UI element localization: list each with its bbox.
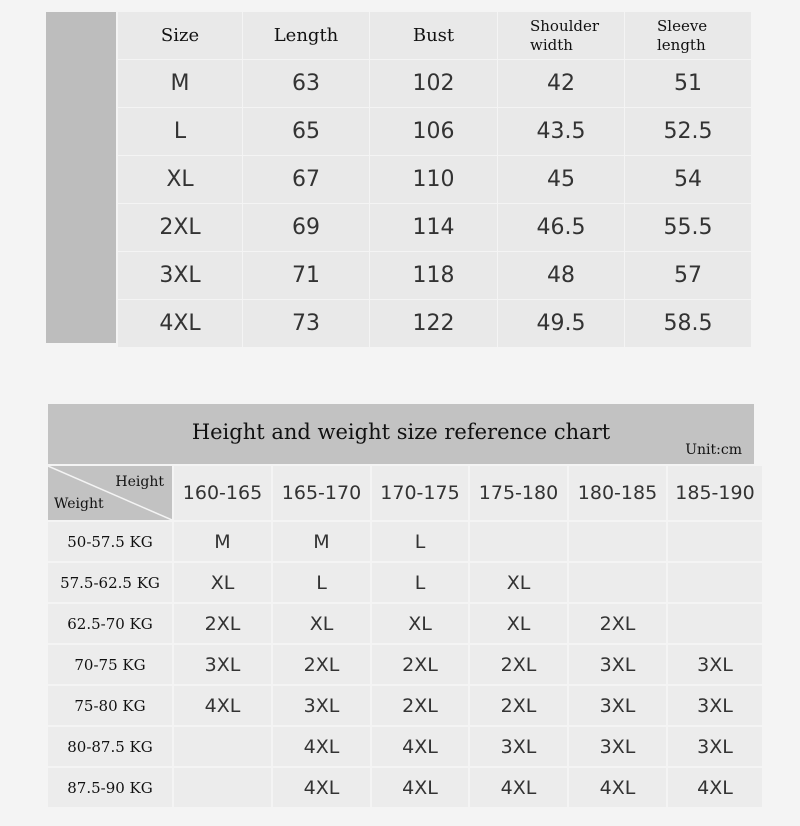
size-row-length-cell: 65 — [243, 108, 369, 155]
recommended-size-cell: 4XL — [372, 768, 468, 807]
weight-range-label: 70-75 KG — [48, 645, 172, 684]
size-row-sleeve-length-cell: 58.5 — [625, 300, 751, 347]
size-row-sleeve-length-cell: 51 — [625, 60, 751, 107]
size-row-sleeve-length-cell: 55.5 — [625, 204, 751, 251]
size-row-shoulder-width-cell: 43.5 — [498, 108, 624, 155]
recommended-size-cell: 4XL — [273, 727, 370, 766]
size-row-bust-cell: 122 — [370, 300, 497, 347]
corner-height-label: Height — [115, 474, 164, 490]
recommended-size-cell — [668, 522, 762, 561]
size-row-bust-cell: 102 — [370, 60, 497, 107]
height-range-header: 185-190 — [668, 466, 762, 520]
reference-chart-grid — [48, 466, 754, 807]
recommended-size-cell: 2XL — [470, 686, 567, 725]
size-row-size-cell: 3XL — [118, 252, 242, 299]
recommended-size-cell: XL — [174, 563, 271, 602]
height-range-header: 180-185 — [569, 466, 666, 520]
recommended-size-cell: 3XL — [668, 686, 762, 725]
recommended-size-cell — [569, 563, 666, 602]
size-row-size-cell: 2XL — [118, 204, 242, 251]
size-row-length-cell: 73 — [243, 300, 369, 347]
recommended-size-cell: 2XL — [470, 645, 567, 684]
recommended-size-cell: 4XL — [569, 768, 666, 807]
recommended-size-cell: L — [273, 563, 370, 602]
height-range-header: 165-170 — [273, 466, 370, 520]
corner-header-cell — [48, 466, 172, 520]
length-header: Length — [243, 12, 369, 59]
recommended-size-cell: M — [174, 522, 271, 561]
size-row-shoulder-width-cell: 46.5 — [498, 204, 624, 251]
recommended-size-cell: M — [273, 522, 370, 561]
recommended-size-cell — [470, 522, 567, 561]
size-row-sleeve-length-cell: 57 — [625, 252, 751, 299]
recommended-size-cell: 2XL — [372, 686, 468, 725]
recommended-size-cell — [668, 563, 762, 602]
recommended-size-cell — [569, 522, 666, 561]
size-table-side-bar — [46, 12, 116, 343]
size-row-shoulder-width-cell: 45 — [498, 156, 624, 203]
size-row-size-cell: XL — [118, 156, 242, 203]
size-row-length-cell: 71 — [243, 252, 369, 299]
size-row-bust-cell: 110 — [370, 156, 497, 203]
reference-chart-title-bar — [48, 404, 754, 464]
shoulder-width-header — [498, 12, 624, 59]
size-row-length-cell: 67 — [243, 156, 369, 203]
size-row-size-cell: L — [118, 108, 242, 155]
recommended-size-cell: 3XL — [569, 645, 666, 684]
recommended-size-cell — [174, 768, 271, 807]
size-table-grid — [116, 12, 752, 343]
recommended-size-cell: 3XL — [569, 686, 666, 725]
size-row-size-cell: 4XL — [118, 300, 242, 347]
recommended-size-cell: 3XL — [668, 727, 762, 766]
recommended-size-cell: 2XL — [174, 604, 271, 643]
recommended-size-cell: 4XL — [668, 768, 762, 807]
shoulder-header-line-2: width — [530, 35, 573, 54]
height-range-header: 170-175 — [372, 466, 468, 520]
size-header: Size — [118, 12, 242, 59]
shoulder-header-line-1: Shoulder — [530, 16, 600, 35]
recommended-size-cell: 4XL — [372, 727, 468, 766]
size-row-shoulder-width-cell: 42 — [498, 60, 624, 107]
recommended-size-cell: 4XL — [273, 768, 370, 807]
recommended-size-cell: 2XL — [273, 645, 370, 684]
size-row-length-cell: 69 — [243, 204, 369, 251]
size-row-size-cell: M — [118, 60, 242, 107]
recommended-size-cell: L — [372, 563, 468, 602]
recommended-size-cell: XL — [470, 563, 567, 602]
recommended-size-cell — [668, 604, 762, 643]
size-row-length-cell: 63 — [243, 60, 369, 107]
recommended-size-cell: 3XL — [569, 727, 666, 766]
weight-range-label: 50-57.5 KG — [48, 522, 172, 561]
height-range-header: 175-180 — [470, 466, 567, 520]
recommended-size-cell: XL — [273, 604, 370, 643]
size-row-shoulder-width-cell: 48 — [498, 252, 624, 299]
size-row-bust-cell: 118 — [370, 252, 497, 299]
weight-range-label: 80-87.5 KG — [48, 727, 172, 766]
recommended-size-cell: 2XL — [372, 645, 468, 684]
recommended-size-cell: XL — [470, 604, 567, 643]
weight-range-label: 87.5-90 KG — [48, 768, 172, 807]
sleeve-header-line-1: Sleeve — [657, 16, 708, 35]
size-row-sleeve-length-cell: 54 — [625, 156, 751, 203]
unit-label: Unit:cm — [685, 442, 742, 458]
size-table — [46, 12, 752, 343]
recommended-size-cell: 4XL — [174, 686, 271, 725]
recommended-size-cell: 2XL — [569, 604, 666, 643]
weight-range-label: 75-80 KG — [48, 686, 172, 725]
recommended-size-cell: L — [372, 522, 468, 561]
height-weight-reference-chart — [48, 404, 754, 804]
reference-chart-title: Height and weight size reference chart — [191, 420, 611, 444]
size-row-sleeve-length-cell: 52.5 — [625, 108, 751, 155]
recommended-size-cell: 3XL — [470, 727, 567, 766]
recommended-size-cell: XL — [372, 604, 468, 643]
recommended-size-cell: 4XL — [470, 768, 567, 807]
sleeve-header-line-2: length — [657, 35, 706, 54]
recommended-size-cell: 3XL — [273, 686, 370, 725]
recommended-size-cell — [174, 727, 271, 766]
size-row-bust-cell: 114 — [370, 204, 497, 251]
corner-weight-label: Weight — [54, 496, 104, 512]
weight-range-label: 57.5-62.5 KG — [48, 563, 172, 602]
size-row-shoulder-width-cell: 49.5 — [498, 300, 624, 347]
size-row-bust-cell: 106 — [370, 108, 497, 155]
recommended-size-cell: 3XL — [668, 645, 762, 684]
bust-header: Bust — [370, 12, 497, 59]
height-range-header: 160-165 — [174, 466, 271, 520]
recommended-size-cell: 3XL — [174, 645, 271, 684]
sleeve-length-header — [625, 12, 751, 59]
weight-range-label: 62.5-70 KG — [48, 604, 172, 643]
